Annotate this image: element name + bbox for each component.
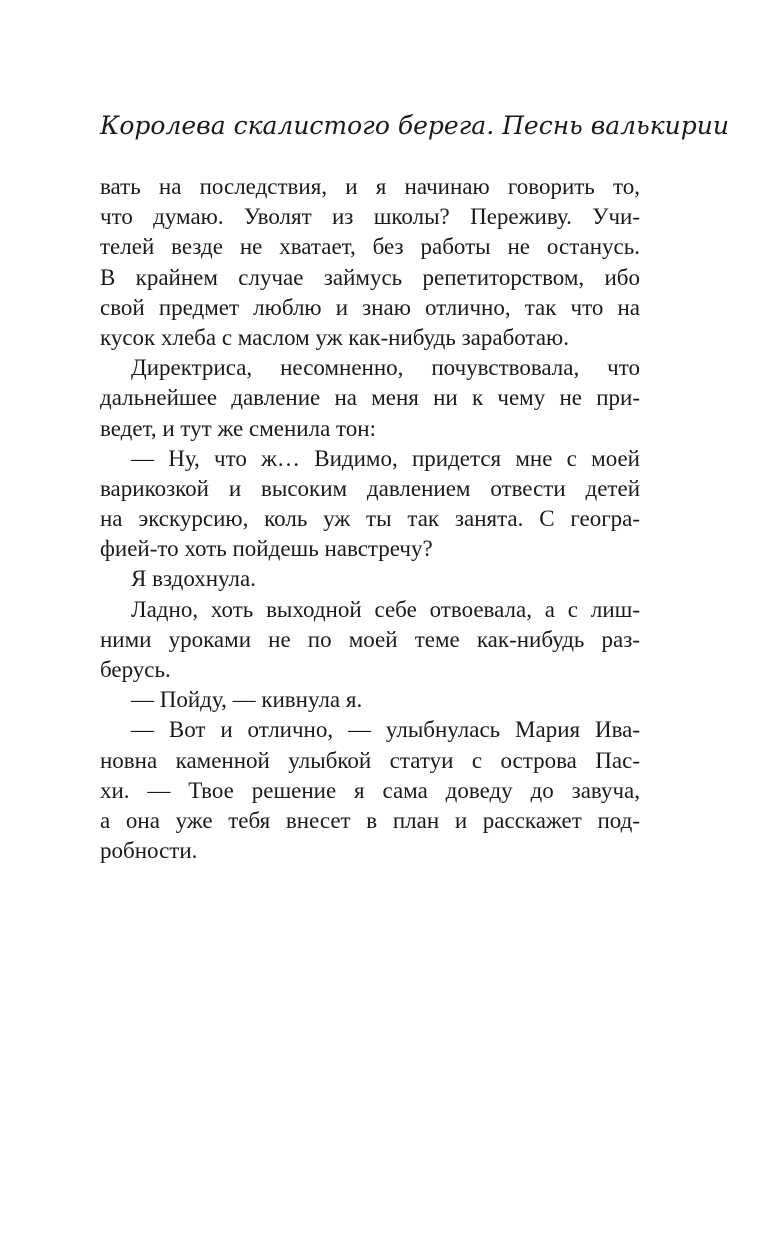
text-line: — Пойду, — кивнула я. (131, 687, 363, 713)
text-line: ними уроками не по моей теме как-нибудь раз- (100, 626, 640, 652)
text-line: а она уже тебя внесет в план и расскажет под- (100, 807, 640, 833)
text-line: Я вздохнула. (131, 566, 256, 592)
text-line: Ладно, хоть выходной себе отвоевала, а с лиш- (131, 596, 640, 622)
text-line: дальнейшее давление на меня ни к чему не при- (100, 385, 640, 411)
text-line: — Вот и отлично, — улыбнулась Мария Ива- (131, 717, 640, 743)
text-line: — Ну, что ж… Видимо, придется мне с моей (131, 445, 640, 471)
text-line: варикозкой и высоким давлением отвести детей (100, 475, 640, 501)
text-line: берусь. (100, 657, 171, 682)
text-line: ведет, и тут же сменила тон: (100, 415, 376, 441)
text-line: свой предмет люблю и знаю отлично, так что на (100, 294, 640, 320)
text-line: В крайнем случае займусь репетиторством, ибо (100, 264, 640, 290)
text-line: фией-то хоть пойдешь навстречу? (100, 536, 433, 562)
text-line: на экскурсию, коль уж ты так занята. С геогра- (100, 506, 640, 532)
text-line: кусок хлеба с маслом уж как-нибудь заработаю. (100, 324, 569, 350)
text-line: что думаю. Уволят из школы? Переживу. Учи- (100, 204, 640, 230)
text-line: Директриса, несомненно, почувствовала, что (131, 355, 640, 381)
text-line: новна каменной улыбкой статуи с острова Пас- (100, 747, 640, 773)
text-line: телей везде не хватает, без работы не останусь. (100, 234, 640, 260)
running-head: Королева скалистого берега. Песнь валькирии (100, 111, 729, 140)
text-line: вать на последствия, и я начинаю говорить то, (100, 174, 640, 199)
text-line: хи. — Твое решение я сама доведу до завуча, (100, 777, 640, 803)
body-text (100, 172, 640, 866)
text-line: робности. (100, 838, 198, 864)
